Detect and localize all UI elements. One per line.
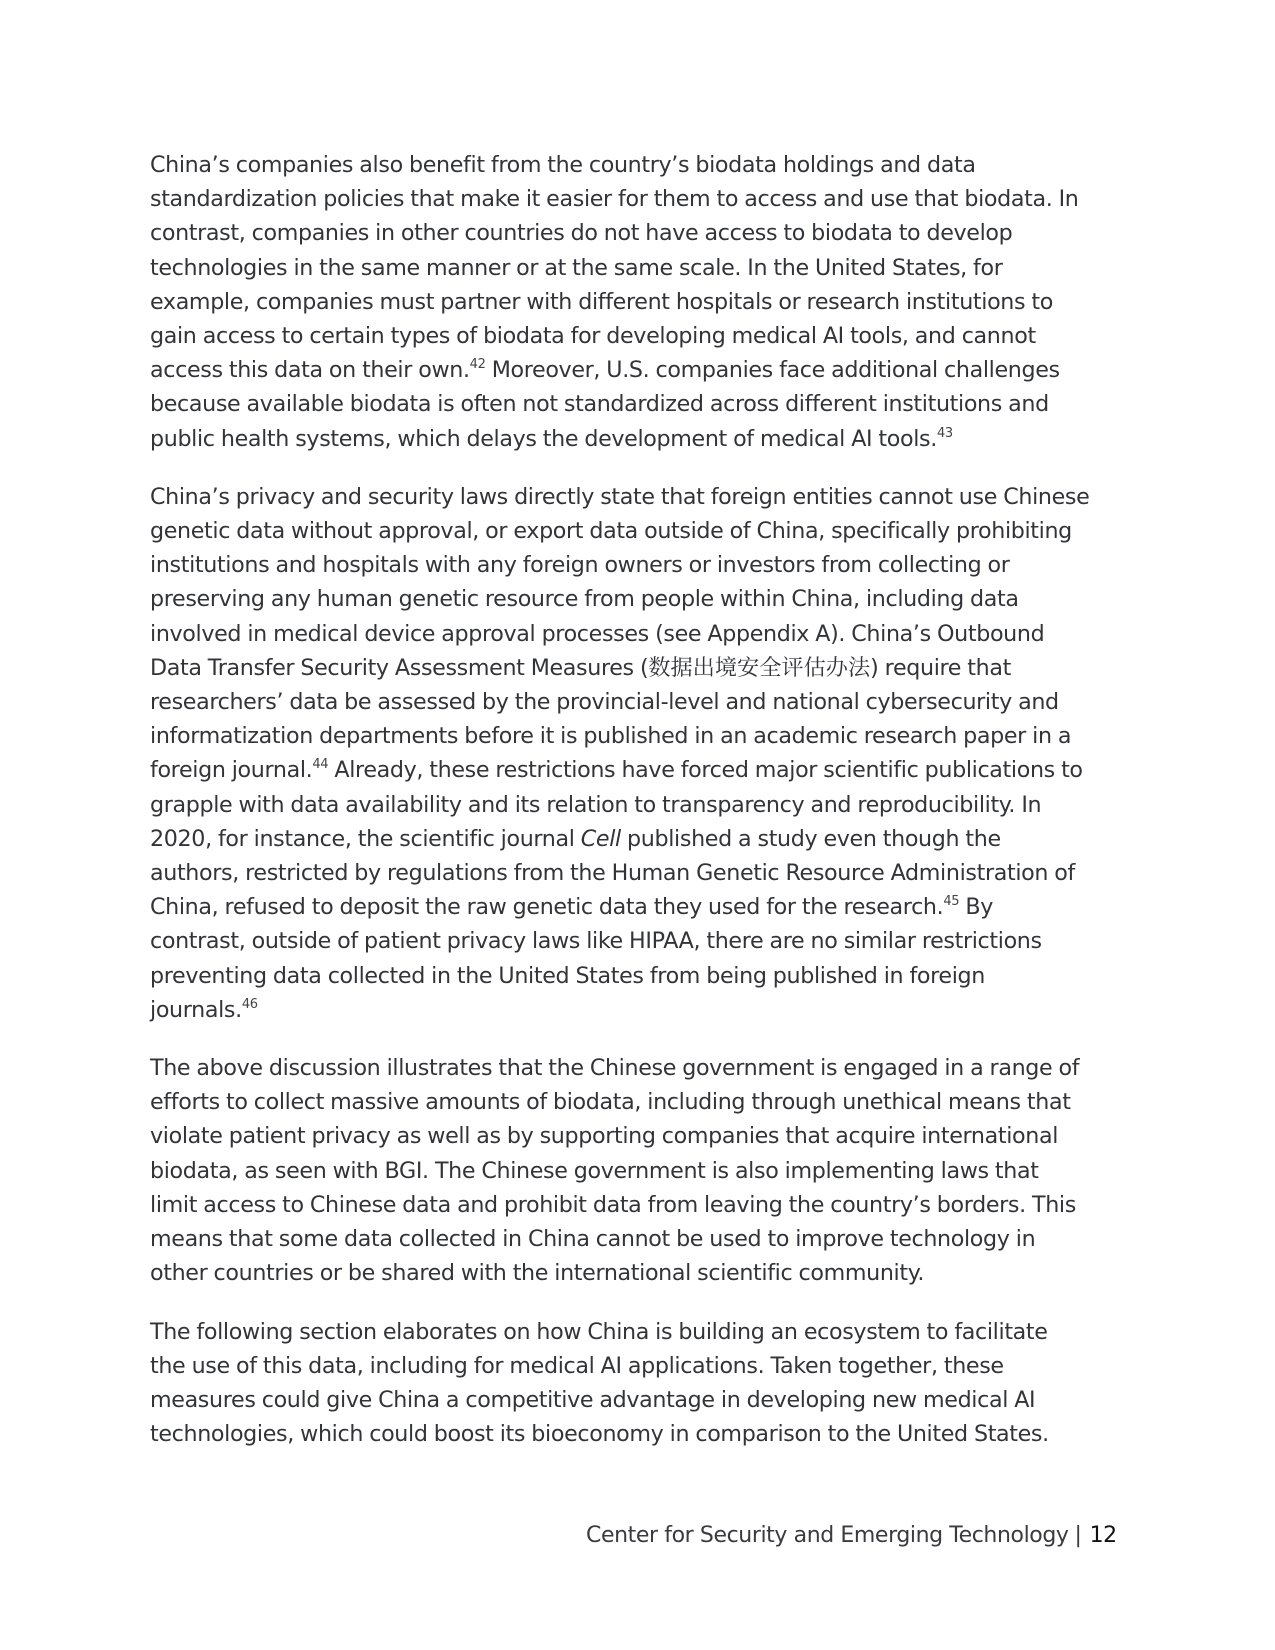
text-line: standardization policies that make it easier for them to access and use that biodata. In xyxy=(150,186,1079,213)
text-line: contrast, companies in other countries do not have access to biodata to develop xyxy=(150,220,1013,247)
text-line xyxy=(150,422,1125,456)
text-fragment: ) require that xyxy=(870,654,1011,681)
text-line xyxy=(150,890,1125,924)
text-fragment: public health systems, which delays the development of medical AI tools. xyxy=(150,425,937,452)
text-line xyxy=(150,651,1125,685)
text-fragment: published a study even though the xyxy=(620,825,1001,852)
paragraph-biodata-access xyxy=(150,148,1125,456)
text-line: The following section elaborates on how China is building an ecosystem to facilitate xyxy=(150,1318,1048,1345)
paragraph-next-section xyxy=(150,1315,1125,1452)
footnote-ref-46[interactable]: 46 xyxy=(241,996,258,1012)
footnote-ref-45[interactable]: 45 xyxy=(943,894,960,910)
text-fragment: China, refused to deposit the raw genetic data they used for the research. xyxy=(150,894,944,921)
text-line: grapple with data availability and its relation to transparency and reproducibility. In xyxy=(150,791,1042,818)
journal-name-cell: Cell xyxy=(580,825,621,852)
text-fragment: Moreover, U.S. companies face additional challenges xyxy=(491,357,1060,384)
text-line: authors, restricted by regulations from the Human Genetic Resource Administration of xyxy=(150,860,1075,887)
text-line: involved in medical device approval processes (see Appendix A). China’s Outbound xyxy=(150,620,1045,647)
footnote-ref-44[interactable]: 44 xyxy=(312,757,329,773)
text-fragment: Data Transfer Security Assessment Measures ( xyxy=(150,654,649,681)
text-line: means that some data collected in China cannot be used to improve technology in xyxy=(150,1226,1036,1253)
text-line: example, companies must partner with different hospitals or research institutions to xyxy=(150,288,1053,315)
text-line: institutions and hospitals with any foreign owners or investors from collecting or xyxy=(150,552,1010,579)
chinese-title: 数据出境安全评估办法 xyxy=(648,654,871,681)
text-fragment: Already, these restrictions have forced major scientific publications to xyxy=(334,757,1083,784)
page-number: 12 xyxy=(1089,1523,1117,1548)
text-line: violate patient privacy as well as by supporting companies that acquire international xyxy=(150,1123,1059,1150)
page-footer xyxy=(586,1523,1117,1548)
footnote-ref-43[interactable]: 43 xyxy=(936,425,953,441)
text-line: The above discussion illustrates that the Chinese government is engaged in a range of xyxy=(150,1055,1080,1082)
text-line: technologies in the same manner or at the same scale. In the United States, for xyxy=(150,254,1003,281)
footer-organization: Center for Security and Emerging Technology xyxy=(586,1523,1069,1548)
text-line: genetic data without approval, or export data outside of China, specifically prohibiting xyxy=(150,518,1072,545)
text-line: because available biodata is often not standardized across different institutions and xyxy=(150,391,1049,418)
text-fragment: journals. xyxy=(150,996,242,1023)
text-line xyxy=(150,993,1125,1027)
text-line xyxy=(150,753,1125,787)
text-line: preserving any human genetic resource from people within China, including data xyxy=(150,586,1019,613)
paragraph-privacy-laws xyxy=(150,480,1125,1027)
text-line xyxy=(150,822,1125,856)
text-line: efforts to collect massive amounts of biodata, including through unethical means that xyxy=(150,1089,1071,1116)
footer-separator: | xyxy=(1074,1523,1082,1548)
text-line: measures could give China a competitive advantage in developing new medical AI xyxy=(150,1386,1036,1413)
text-line: researchers’ data be assessed by the provincial-level and national cybersecurity and xyxy=(150,689,1059,716)
text-line: China’s privacy and security laws directly state that foreign entities cannot use Chinese xyxy=(150,483,1090,510)
text-line: other countries or be shared with the international scientific community. xyxy=(150,1260,925,1287)
text-line: biodata, as seen with BGI. The Chinese government is also implementing laws that xyxy=(150,1157,1039,1184)
text-fragment: access this data on their own. xyxy=(150,357,470,384)
paragraph-discussion-summary xyxy=(150,1051,1125,1290)
text-fragment: foreign journal. xyxy=(150,757,313,784)
text-fragment: 2020, for instance, the scientific journal xyxy=(150,825,581,852)
text-fragment: By xyxy=(965,894,994,921)
text-line: preventing data collected in the United States from being published in foreign xyxy=(150,962,985,989)
page-body xyxy=(150,148,1125,1475)
text-line: contrast, outside of patient privacy laws like HIPAA, there are no similar restrictions xyxy=(150,928,1042,955)
footnote-ref-42[interactable]: 42 xyxy=(469,357,486,373)
text-line: informatization departments before it is published in an academic research paper in a xyxy=(150,723,1072,750)
text-line: the use of this data, including for medical AI applications. Taken together, these xyxy=(150,1352,1004,1379)
text-line: gain access to certain types of biodata for developing medical AI tools, and cannot xyxy=(150,323,1036,350)
text-line: China’s companies also benefit from the country’s biodata holdings and data xyxy=(150,152,976,178)
text-line: technologies, which could boost its bioeconomy in comparison to the United States. xyxy=(150,1421,1049,1448)
text-line xyxy=(150,353,1125,387)
text-line: limit access to Chinese data and prohibit data from leaving the country’s borders. This xyxy=(150,1191,1076,1218)
